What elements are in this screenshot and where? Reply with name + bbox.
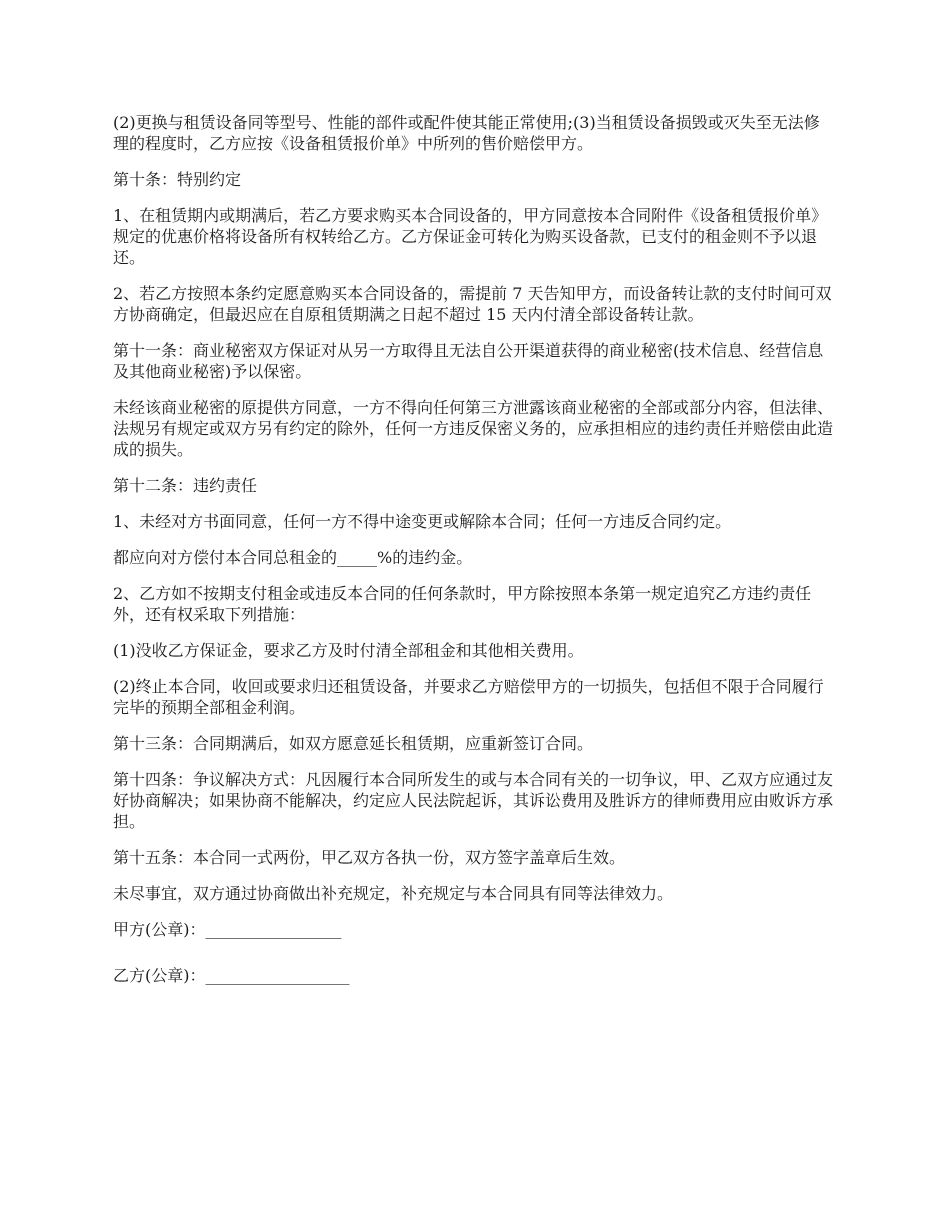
paragraph-measure-2: (2)终止本合同，收回或要求归还租赁设备，并要求乙方赔偿甲方的一切损失，包括但不限于合同履行完毕的预期全部租金利润。	[113, 677, 824, 717]
heading-clause-12: 第十二条：违约责任	[113, 476, 258, 495]
paragraph-clause-12-item-1: 1、未经对方书面同意，任何一方不得中途变更或解除本合同；任何一方违反合同约定。	[113, 512, 732, 531]
paragraph-clause-9-continued: (2)更换与租赁设备同等型号、性能的部件或配件使其能正常使用;(3)当租赁设备损毁或灭失至无法修理的程度时，乙方应按《设备租赁报价单》中所列的售价赔偿甲方。	[113, 113, 820, 153]
heading-clause-10: 第十条：特别约定	[113, 170, 242, 189]
paragraph-clause-10-item-1: 1、在租赁期内或期满后，若乙方要求购买本合同设备的，甲方同意按本合同附件《设备租赁报价单》规定的优惠价格将设备所有权转给乙方。乙方保证金可转化为购买设备款，已支付的租金则不予以退还。	[113, 206, 828, 267]
signature-party-b: 乙方(公章)：__________________	[113, 966, 350, 985]
signature-party-a: 甲方(公章)：_________________	[113, 920, 342, 939]
paragraph-clause-13: 第十三条：合同期满后，如双方愿意延长租赁期，应重新签订合同。	[113, 734, 594, 753]
paragraph-clause-14: 第十四条：争议解决方式：凡因履行本合同所发生的或与本合同有关的一切争议，甲、乙双方应通过友好协商解决；如果协商不能解决，约定应人民法院起诉，其诉讼费用及胜诉方的律师费用应由败诉方承担。	[113, 770, 834, 831]
paragraph-supplement: 未尽事宜，双方通过协商做出补充规定，补充规定与本合同具有同等法律效力。	[113, 884, 674, 903]
paragraph-penalty-rate: 都应向对方偿付本合同总租金的_____%的违约金。	[113, 548, 473, 567]
paragraph-clause-11: 第十一条：商业秘密双方保证对从另一方取得且无法自公开渠道获得的商业秘密(技术信息、经营信息及其他商业秘密)予以保密。	[113, 341, 824, 381]
document-page	[113, 112, 833, 1011]
paragraph-clause-15: 第十五条：本合同一式两份，甲乙双方各执一份，双方签字盖章后生效。	[113, 848, 626, 867]
paragraph-measure-1: (1)没收乙方保证金，要求乙方及时付清全部租金和其他相关费用。	[113, 641, 584, 660]
paragraph-clause-10-item-2: 2、若乙方按照本条约定愿意购买本合同设备的，需提前 7 天告知甲方，而设备转让款的支付时间可双方协商确定，但最迟应在自原租赁期满之日起不超过 15 天内付清全部设备转让款。	[113, 284, 832, 324]
paragraph-clause-12-item-2: 2、乙方如不按期支付租金或违反本合同的任何条款时，甲方除按照本条第一规定追究乙方违约责任外，还有权采取下列措施：	[113, 584, 812, 624]
paragraph-clause-11-detail: 未经该商业秘密的原提供方同意，一方不得向任何第三方泄露该商业秘密的全部或部分内容，但法律、法规另有规定或双方另有约定的除外，任何一方违反保密义务的，应承担相应的违约责任并赔偿由此造成的损失。	[113, 398, 834, 459]
